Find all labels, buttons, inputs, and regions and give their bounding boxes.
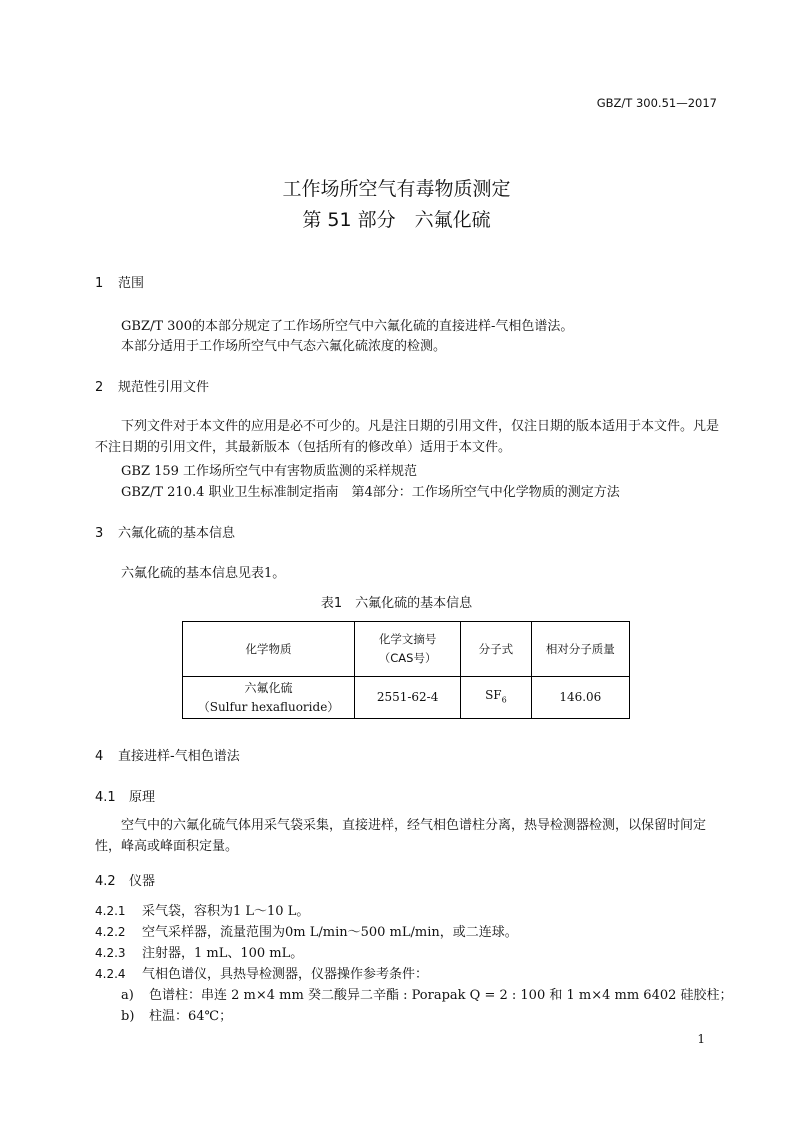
subsection-title: 仪器 [129,874,156,889]
formula-subscript: 6 [501,695,507,705]
table-header-row [183,622,630,677]
reference-gbz-159: GBZ 159 工作场所空气中有害物质监测的采样规范 [121,464,418,479]
section-number: 4 [95,749,104,764]
item-number: 4.2.2 [95,925,126,939]
section-3-paragraph: 六氟化硫的基本信息见表1。 [121,566,286,581]
section-4-heading [95,745,240,764]
header-formula: 分子式 [461,622,531,677]
document-title: 工作场所空气有毒物质测定 [282,178,511,200]
section-title: 范围 [118,276,145,291]
standard-code: GBZ/T 300.51—2017 [596,96,717,110]
document-subtitle: 第 51 部分 六氟化硫 [302,209,491,231]
header-substance: 化学物质 [183,622,355,677]
sub-item-text: 柱温：64℃； [149,1009,233,1024]
paragraph-text: 空气中的六氟化硫气体用采气袋采集，直接进样，经气相色谱柱分离，热导检测器检测，以保留时间定性，峰高或峰面积定量。 [95,818,707,854]
cell-substance [183,677,355,719]
section-4-1-heading [95,786,155,805]
section-1-paragraph-1: GBZ/T 300的本部分规定了工作场所空气中六氟化硫的直接进样-气相色谱法。 [121,319,574,334]
item-number: 4.2.1 [95,904,126,918]
section-title: 直接进样-气相色谱法 [118,749,240,764]
subsection-title: 原理 [129,790,156,805]
section-1-paragraph-2: 本部分适用于工作场所空气中气态六氟化硫浓度的检测。 [121,339,447,354]
sub-item-text: 色谱柱：串连 2 m×4 mm 癸二酸异二辛酯 : Porapak Q = 2 : 100 和 1 m×4 mm 6402 硅胶柱； [149,988,733,1003]
section-4-1-paragraph [95,815,720,857]
section-title: 六氟化硫的基本信息 [118,526,236,541]
item-number: 4.2.3 [95,946,126,960]
header-cas [355,622,461,677]
section-number: 3 [95,526,104,541]
item-text: 采气袋，容积为1 L～10 L。 [142,904,310,919]
section-title: 规范性引用文件 [118,380,210,395]
sub-list-item [121,1005,232,1024]
subsection-number: 4.1 [95,790,116,805]
section-2-paragraph [95,416,720,458]
section-3-heading [95,522,235,541]
sub-list-item [121,984,733,1003]
section-number: 2 [95,380,104,395]
item-text: 注射器，1 mL、100 mL。 [142,946,304,961]
reference-gbz-t-210-4: GBZ/T 210.4 职业卫生标准制定指南 第4部分：工作场所空气中化学物质的测定方法 [121,485,620,500]
list-item [95,942,303,961]
section-4-2-heading [95,870,155,889]
paragraph-text: 下列文件对于本文件的应用是必不可少的。凡是注日期的引用文件，仅注日期的版本适用于本文件。凡是不注日期的引用文件，其最新版本（包括所有的修改单）适用于本文件。 [95,419,720,455]
header-cas-line1: 化学文摘号 [378,632,437,646]
cell-formula [461,677,531,719]
list-item [95,963,428,982]
section-2-heading [95,376,209,395]
sub-item-marker: b) [121,1009,135,1024]
subsection-number: 4.2 [95,874,116,889]
page-number: 1 [697,1032,705,1046]
substance-name-en: （Sulfur hexafluoride） [197,699,340,714]
item-text: 气相色谱仪，具热导检测器，仪器操作参考条件： [142,967,429,982]
table-1 [182,621,630,719]
list-item [95,921,518,940]
item-text: 空气采样器，流量范围为0m L/min～500 mL/min，或二连球。 [142,925,518,940]
sub-item-marker: a) [121,988,134,1003]
table-row [183,677,630,719]
substance-name-cn: 六氟化硫 [244,680,293,695]
table-1-caption: 表1 六氟化硫的基本信息 [320,596,473,611]
formula-base: SF [485,687,502,702]
list-item [95,900,309,919]
item-number: 4.2.4 [95,967,126,981]
header-molecular-weight: 相对分子质量 [531,622,629,677]
header-cas-line2: （CAS号） [378,651,437,665]
cell-cas: 2551-62-4 [355,677,461,719]
cell-molecular-weight: 146.06 [531,677,629,719]
section-number: 1 [95,276,104,291]
section-1-heading [95,272,144,291]
